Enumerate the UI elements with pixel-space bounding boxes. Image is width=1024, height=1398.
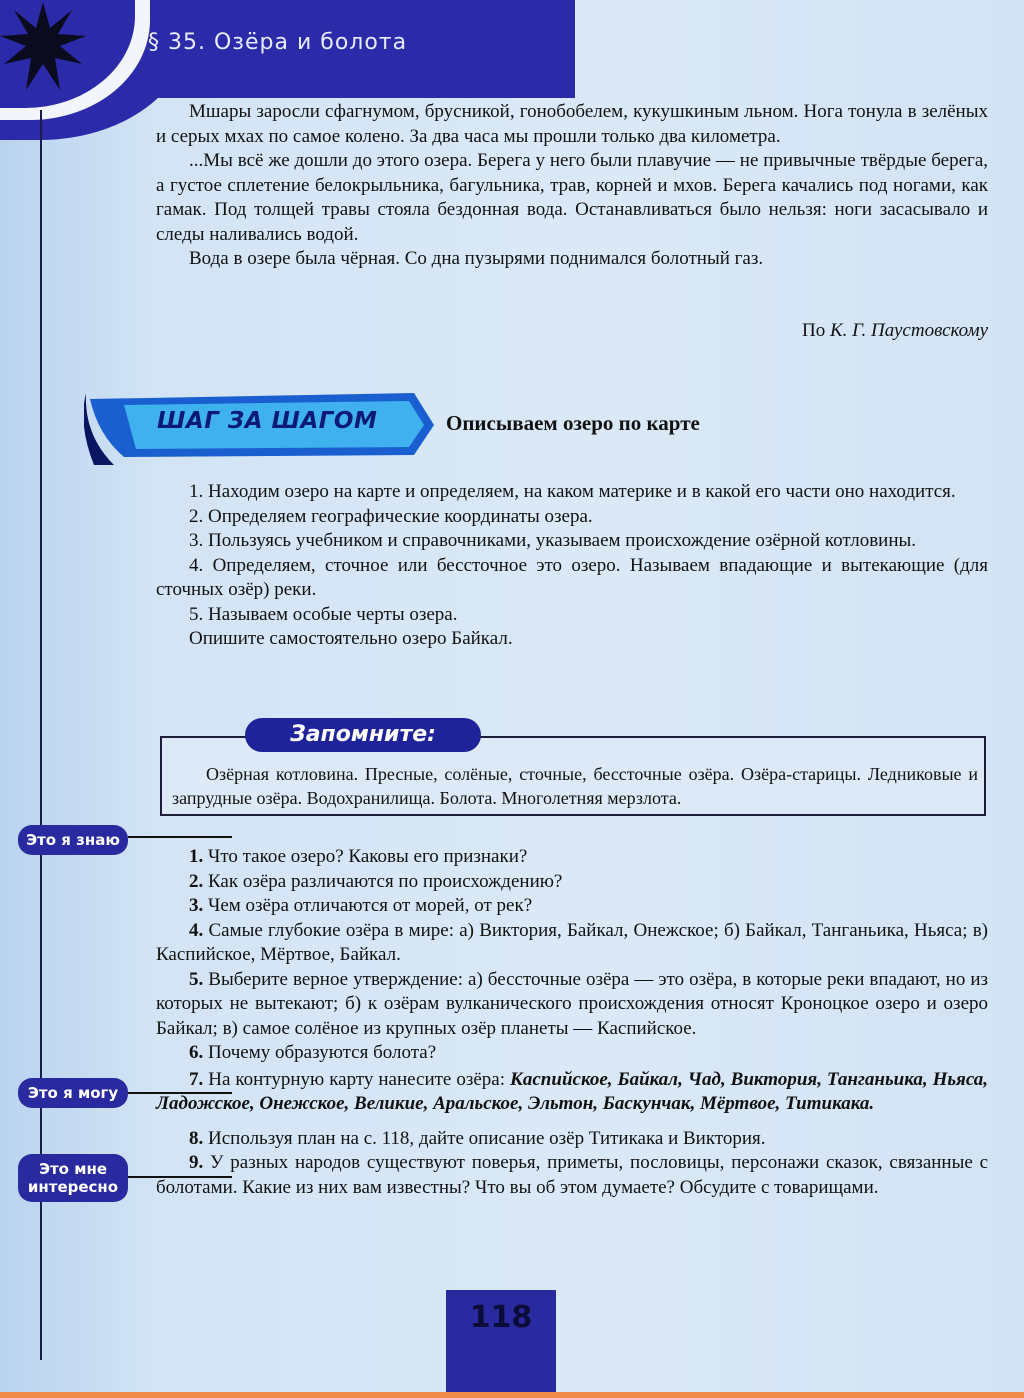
question-text: У разных народов существуют поверья, приметы, пословицы, персонажи сказок, связанные с болотами. Какие из них вам известны? Что вы об этом думаете? Обсудите с товарищами. (156, 1152, 989, 1198)
excerpt-paragraph: ...Мы всё же дошли до этого озера. Берега у него были плавучие — не привычные твёрдые берега, а густое сплетение белокрыльника, багульника, трав, корней и мхов. Берега качались под ногами, как гамак. Под толщей травы стояла бездонная вода. Останавливаться было нельзя: ноги засасывало и следы наливались водой. (156, 150, 988, 245)
question-number: 2. (189, 870, 204, 892)
remember-label: Запомните: (245, 718, 481, 752)
lake-name: Онежское (259, 1093, 345, 1114)
question-6 (156, 1041, 988, 1066)
question-text: Как озёра различаются по происхождению? (208, 870, 563, 892)
question-text: Самые глубокие озёра в мире: а) Виктория, Байкал, Онежское; б) Байкал, Танганьика, Ньяса; в) Каспийское, Мёртвое, Байкал. (156, 919, 988, 965)
bottom-stripe (0, 1392, 1024, 1398)
lake-name: Виктория (730, 1068, 818, 1090)
attribution-author: К. Г. Паустовскому (830, 320, 988, 341)
lake-name: Байкал (617, 1068, 679, 1090)
question-text: Используя план на с. 118, дайте описание озёр Титикака и Виктория. (208, 1127, 766, 1149)
question-number: 5. (189, 968, 204, 990)
question-number: 6. (189, 1042, 204, 1063)
question-number: 1. (189, 846, 204, 867)
questions-list (156, 845, 988, 1200)
pill-interest (18, 1154, 128, 1202)
pill-interest-line1: Это мне (38, 1160, 108, 1178)
question-number: 7. (189, 1068, 204, 1090)
question-4 (156, 919, 988, 968)
remember-terms: Озёрная котловина. Пресные, солёные, сточные, бессточные озёра. Озёра-старицы. Ледниковые и запрудные озёра. Водохранилища. Болота. Многолетняя мерзлота. (172, 764, 978, 808)
step-item: 4. Определяем, сточное или бессточное это озеро. Называем впадающие и вытекающие (для сточных озёр) реки. (156, 554, 988, 600)
remember-text (172, 762, 978, 810)
lake-list: Каспийское, Байкал, Чад, Виктория, Танганьика, Ньяса, Ладожское, Онежское, Великие, Аральское, Эльтон, Баскунчак, Мёртвое, Титикака. (156, 1068, 989, 1114)
question-number: 9. (189, 1152, 204, 1173)
lake-name: Аральское (433, 1093, 519, 1114)
question-number: 4. (189, 919, 204, 941)
question-3 (156, 894, 988, 919)
question-5 (156, 968, 988, 1042)
question-9 (156, 1151, 988, 1200)
excerpt-paragraph: Вода в озере была чёрная. Со дна пузырями поднимался болотный газ. (189, 248, 764, 269)
question-1 (156, 845, 988, 870)
lake-name: Баскунчак (602, 1093, 691, 1114)
lake-name: Титикака (785, 1093, 870, 1114)
question-text: Почему образуются болота? (208, 1042, 437, 1063)
question-text: На контурную карту нанесите озёра: (208, 1068, 505, 1090)
page-number: 118 (469, 1300, 533, 1335)
step-label: ШАГ ЗА ШАГОМ (157, 408, 378, 434)
pill-interest-line2: интересно (27, 1178, 119, 1196)
step-item: Опишите самостоятельно озеро Байкал. (189, 628, 513, 649)
lake-name: Эльтон (528, 1093, 594, 1114)
question-8 (156, 1127, 988, 1152)
question-text: Чем озёра отличаются от морей, от рек? (208, 895, 533, 916)
step-item: 3. Пользуясь учебником и справочниками, указываем происхождение озёрной котловины. (189, 530, 917, 551)
pill-can: Это я могу (18, 1078, 128, 1108)
step-item: 5. Называем особые черты озера. (189, 603, 458, 625)
question-number: 3. (189, 895, 204, 916)
pill-line (128, 836, 232, 838)
section-title: § 35. Озёра и болота (148, 30, 408, 55)
step-list (156, 480, 988, 652)
attribution (802, 320, 988, 342)
lake-name: Танганьика (826, 1068, 923, 1090)
lake-name: Каспийское (509, 1068, 608, 1090)
excerpt-text (156, 100, 988, 272)
excerpt-paragraph: Мшары заросли сфагнумом, брусникой, гонобобелем, кукушкиным льном. Нога тонула в зелёных и серых мхах по самое колено. За два часа мы прошли только два километра. (156, 101, 988, 147)
lake-name: Ладожское (156, 1093, 250, 1114)
lake-name: Великие (354, 1093, 424, 1114)
lake-name: Чад (687, 1068, 721, 1090)
question-text: Что такое озеро? Каковы его признаки? (208, 846, 528, 867)
step-item: 2. Определяем географические координаты озера. (189, 505, 593, 527)
pill-know: Это я знаю (18, 825, 128, 855)
lake-name: Ньяса (932, 1068, 984, 1090)
question-number: 8. (189, 1127, 204, 1149)
star-icon (0, 0, 86, 92)
question-text: Выберите верное утверждение: а) бессточные озёра — это озёра, в которые реки впадают, но из которых не вытекают; б) к озёрам вулканического происхождения относят Кроноцкое озеро и озеро Байкал; в) самое солёное из крупных озёр планеты — Каспийское. (156, 968, 989, 1039)
question-2 (156, 870, 988, 895)
attribution-prefix: По (802, 320, 826, 341)
question-7 (156, 1068, 988, 1117)
lake-name: Мёртвое (699, 1093, 776, 1114)
step-title: Описываем озеро по карте (446, 411, 700, 435)
step-item: 1. Находим озеро на карте и определяем, на каком материке и в какой его части оно находится. (189, 481, 956, 502)
